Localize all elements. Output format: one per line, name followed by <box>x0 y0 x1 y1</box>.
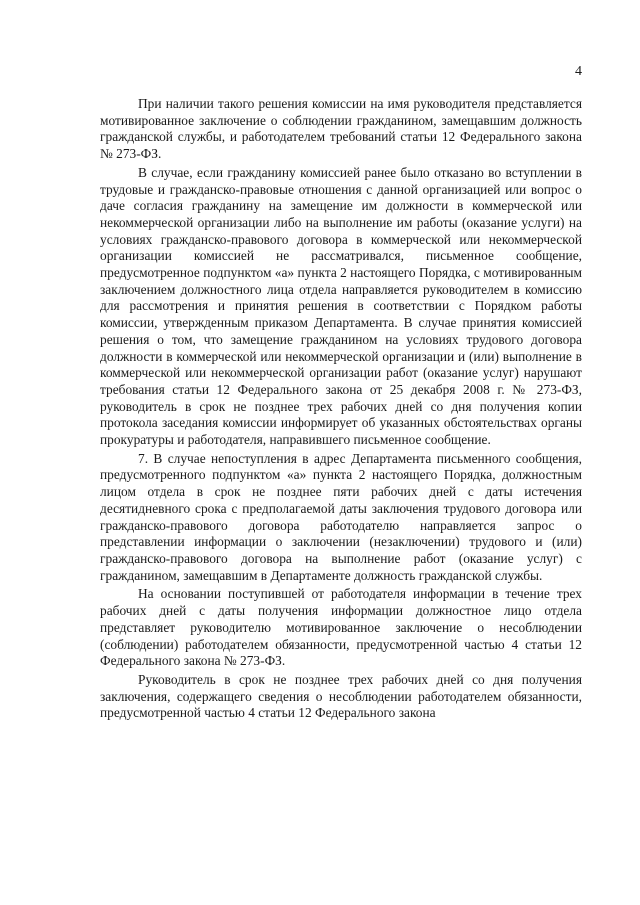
document-body <box>100 96 582 722</box>
paragraph-commission-refusal: В случае, если гражданину комиссией ранее было отказано во вступлении в трудовые и гражданско-правовые отношения с данной организацией или вопрос о даче согласия гражданину на замещение им должности в коммерческой или некоммерческой организации либо на выполнение им работы (оказание услуги) на условиях гражданско-правового договора в коммерческой или некоммерческой организации комиссией не рассматривался, письменное сообщение, предусмотренное подпунктом «а» пункта 2 настоящего Порядка, с мотивированным заключением должностного лица отдела направляется руководителем в комиссию для рассмотрения и принятия решения в соответствии с Порядком работы комиссии, утвержденным приказом Департамента. В случае принятия комиссией решения о том, что замещение гражданином на условиях трудового договора должности в коммерческой или некоммерческой организации и (или) выполнение в коммерческой или некоммерческой организации работ (оказание услуг) нарушают требования статьи 12 Федерального закона от 25 декабря 2008 г. № 273-ФЗ, руководитель в срок не позднее трех рабочих дней со дня получения копии протокола заседания комиссии информирует об указанных обстоятельствах органы прокуратуры и работодателя, направившего письменное сообщение. <box>100 164 583 448</box>
paragraph-decision-conclusion: При наличии такого решения комиссии на имя руководителя представляется мотивированное заключение о соблюдении гражданином, замещавшим должность гражданской службы, и работодателем требований статьи 12 Федерального закона № 273-ФЗ. <box>100 96 582 162</box>
paragraph-head-deadline: Руководитель в срок не позднее трех рабочих дней со дня получения заключения, содержащего сведения о несоблюдении работодателем обязанности, предусмотренной частью 4 статьи 12 Федерального закона <box>100 671 582 721</box>
paragraph-item-7: 7. В случае непоступления в адрес Департамента письменного сообщения, предусмотренного подпунктом «а» пункта 2 настоящего Порядка, должностным лицом отдела в срок не позднее пяти рабочих дней с даты истечения десятидневного срока с предполагаемой даты заключения трудового договора или гражданско-правового договора работодателю направляется запрос о представлении информации о заключении (незаключении) трудового и (или) гражданско-правового договора на выполнение работ (оказание услуг) с гражданином, замещавшим в Департаменте должность гражданской службы. <box>100 450 582 583</box>
page-number: 4 <box>575 64 582 79</box>
paragraph-employer-information: На основании поступившей от работодателя информации в течение трех рабочих дней с даты получения информации должностное лицо отдела представляет руководителю мотивированное заключение о несоблюдении (соблюдении) работодателем обязанности, предусмотренной частью 4 статьи 12 Федерального закона № 273-ФЗ. <box>100 586 582 669</box>
